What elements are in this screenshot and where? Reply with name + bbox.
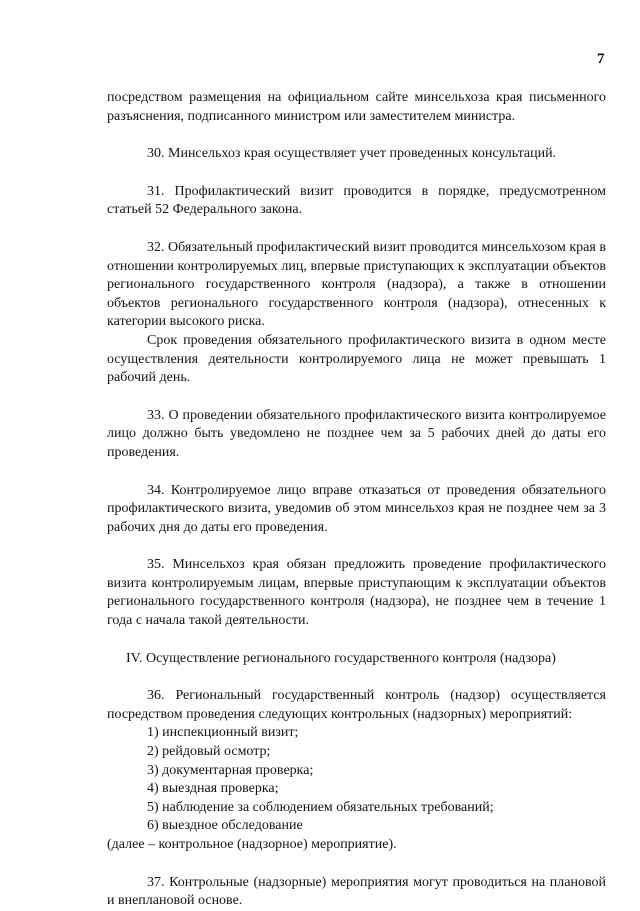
list-item: 5) наблюдение за соблюдением обязательных требований; — [147, 799, 494, 815]
paragraph-36-tail: (далее – контрольное (надзорное) мероприятие). — [107, 837, 397, 852]
list-item: 1) инспекционный визит; — [147, 725, 299, 741]
list-item: 4) выездная проверка; — [147, 781, 279, 797]
paragraph-32: 32. Обязательный профилактический визит проводится минсельхозом края в отношении контролируемых лиц, впервые приступающих к эксплуатации объектов регионального государственного контроля (надзора), а также в отношении объектов регионального государственного контроля (надзора), отнесенных к категории высокого риска. — [107, 239, 606, 330]
paragraph-32-term: Срок проведения обязательного профилактического визита в одном месте осуществления деятельности контролируемого лица не может превышать 1 рабочий день. — [107, 332, 606, 386]
list-item: 6) выездное обследование — [147, 818, 303, 834]
list-item: 2) рейдовый осмотр; — [147, 744, 271, 760]
paragraph-36: 36. Региональный государственный контроль (надзор) осуществляется посредством проведения следующих контрольных (надзорных) мероприятий: — [107, 688, 606, 722]
list-item: 3) документарная проверка; — [147, 762, 314, 778]
paragraph-34: 34. Контролируемое лицо вправе отказаться от проведения обязательного профилактического визита, уведомив об этом минсельхоз края не позднее чем за 3 рабочих дня до даты его проведения. — [107, 482, 606, 535]
paragraph-37: 37. Контрольные (надзорные) мероприятия могут проводиться на плановой и внеплановой основе. — [107, 874, 606, 909]
paragraph-30: 30. Минсельхоз края осуществляет учет проведенных консультаций. — [147, 146, 557, 162]
document-body — [107, 89, 606, 911]
paragraph-35: 35. Минсельхоз края обязан предложить проведение профилактического визита контролируемым лицам, впервые приступающим к эксплуатации объектов регионального государственного контроля (надзора), не позднее чем в течение 1 года с начала такой деятельности. — [107, 557, 606, 629]
paragraph-33: 33. О проведении обязательного профилактического визита контролируемое лицо должно быть уведомлено не позднее чем за 5 рабочих дней до даты его проведения. — [107, 407, 606, 460]
paragraph-31: 31. Профилактический визит проводится в порядке, предусмотренном статьей 52 Федерального закона. — [107, 183, 606, 218]
measures-list — [107, 724, 606, 836]
page-number: 7 — [597, 51, 605, 67]
paragraph-intro: посредством размещения на официальном сайте минсельхоза края письменного разъяснения, подписанного министром или заместителем министра. — [107, 90, 606, 124]
section-heading: IV. Осуществление регионального государственного контроля (надзора) — [126, 650, 556, 666]
